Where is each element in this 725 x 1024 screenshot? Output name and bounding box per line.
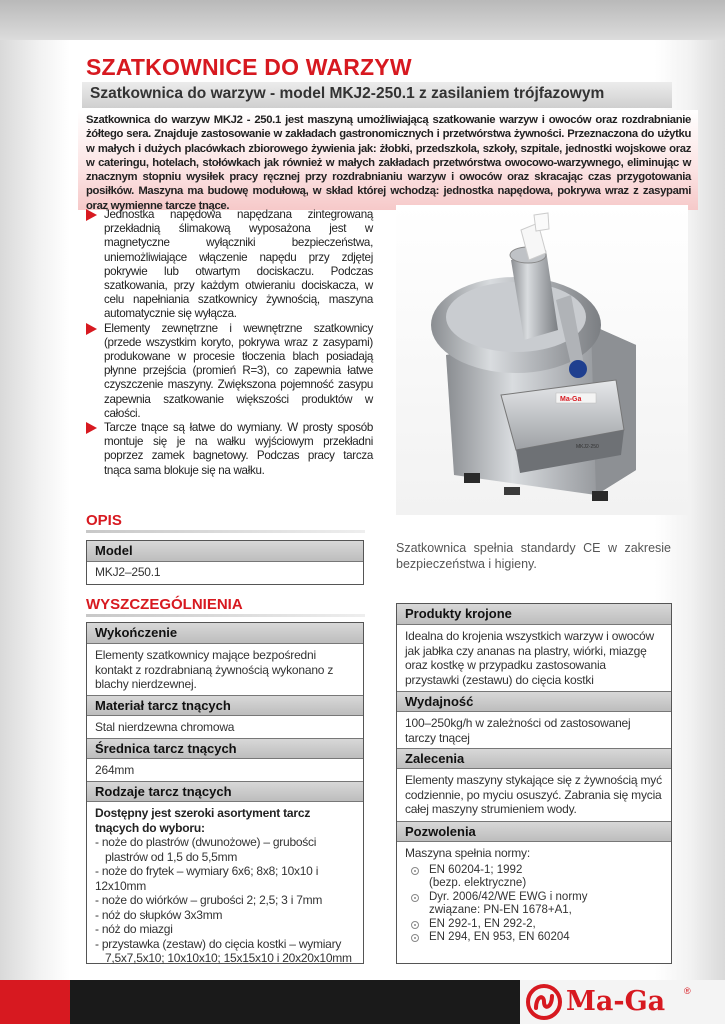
rodzaje-header: Rodzaje tarcz tnących bbox=[87, 781, 363, 802]
specs-box bbox=[86, 622, 364, 964]
opis-divider bbox=[86, 530, 365, 533]
right-specs-box bbox=[396, 603, 672, 964]
rodzaje-line: plastrów od 1,5 do 5,5mm bbox=[105, 849, 238, 864]
model-box-header: Model bbox=[87, 541, 363, 562]
rodzaje-line: - noże do wiórków – grubości 2; 2,5; 3 i 7mm bbox=[95, 893, 323, 907]
arrow-right-icon bbox=[86, 422, 97, 434]
feature-bullets bbox=[86, 208, 373, 478]
model-box bbox=[86, 540, 364, 585]
zalecenia-header: Zalecenia bbox=[397, 748, 671, 769]
model-value: MKJ2–250.1 bbox=[95, 565, 161, 579]
maga-logo-icon bbox=[526, 984, 562, 1020]
rodzaje-line: 7,5x7,5x10; 10x10x10; 15x15x10 i 20x20x10mm bbox=[105, 951, 352, 965]
produkty-body: Idealna do krojenia wszystkich warzyw i owoców jak jabłka czy ananas na plastry, wiórki, miazgę oraz kostkę w przypadku zastosowania przystawki (zestawu) do cięcia kostki bbox=[405, 629, 654, 687]
bullet-text: Tarcze tnące są łatwe do wymiany. W prosty sposób montuje się je na wałku wyjściowym przekładni poprzez zamek bagnetowy. Podczas pracy tarcza tnąca sama blokuje się na wałku. bbox=[104, 421, 373, 477]
rodzaje-line: - noże do plastrów (dwunożowe) – grubości bbox=[95, 835, 317, 849]
page-title: SZATKOWNICE DO WARZYW bbox=[86, 54, 412, 80]
footer-red-band bbox=[0, 980, 70, 1024]
registered-mark: ® bbox=[684, 986, 691, 996]
arrow-right-icon bbox=[86, 209, 97, 221]
bullet-text: Elementy zewnętrzne i wewnętrzne szatkownicy (przede wszystkim koryto, pokrywa wraz z zasypami) produkowane w procesie tłoczenia blach posiadają płynne przejścia (promień R=3), co zapewnia łatwe czyszczenie maszyny. Zwiększona pojemność zasypu zapewnia szatkowanie większości produktów w całości. bbox=[104, 321, 373, 420]
ce-note: Szatkownica spełnia standardy CE w zakresie bezpieczeństwa i higieny. bbox=[396, 541, 671, 571]
wydajnosc-body: 100–250kg/h w zależności od zastosowanej tarczy tnącej bbox=[405, 716, 631, 745]
norm-line: (bezp. elektryczne) bbox=[429, 877, 527, 889]
product-model-label: MKJ2-250 bbox=[576, 444, 599, 450]
bullet-item bbox=[86, 421, 373, 478]
product-photo bbox=[396, 205, 688, 515]
produkty-header: Produkty krojone bbox=[397, 604, 671, 625]
intro-paragraph: Szatkownica do warzyw MKJ2 - 250.1 jest maszyną umożliwiającą szatkowanie warzyw i owoców oraz rozdrabnianie żółtego sera. Znajduje zastosowanie w zakładach gastronomicznych i przetwórstwa żywności. Przeznaczona do użytku w małych i dużych placówkach zbiorowego żywienia jak: żłobki, przedszkola, szkoły, szpitale, jednostki wojskowe oraz w cateringu, hotelach, stołówkach jak również w małych zakładach przetwórstwa owocowo-warzywnego, eliminując w znacznym stopniu wysiłek pracy ręcznej przy rozdrabnianiu warzyw i owoców oraz skracając czas przygotowania posiłków. Maszyna ma budowę modułową, w skład której wchodzą: jednostka napędowa, pokrywa wraz z zasypami oraz wymienne tarcze tnące. bbox=[86, 114, 691, 212]
bullet-circle-icon bbox=[411, 934, 419, 942]
material-body: Stal nierdzewna chromowa bbox=[95, 720, 235, 734]
opis-heading: OPIS bbox=[86, 512, 122, 529]
pozwolenia-header: Pozwolenia bbox=[397, 821, 671, 842]
pozwolenia-intro: Maszyna spełnia normy: bbox=[405, 846, 530, 860]
bullet-circle-icon bbox=[411, 867, 419, 875]
norm-item bbox=[397, 891, 671, 918]
wykonczenie-header: Wykończenie bbox=[87, 623, 363, 644]
wykonczenie-body: Elementy szatkownicy mające bezpośredni kontakt z rozdrabnianą żywnością wykonano z blachy nierdzewnej. bbox=[95, 648, 334, 691]
norm-item bbox=[397, 864, 671, 891]
norm-item bbox=[397, 931, 671, 945]
specs-divider bbox=[86, 614, 365, 617]
footer-dark-band bbox=[0, 980, 520, 1024]
wydajnosc-header: Wydajność bbox=[397, 691, 671, 712]
rodzaje-intro: Dostępny jest szeroki asortyment tarcz tnących do wyboru: bbox=[95, 806, 311, 835]
top-band bbox=[0, 0, 725, 40]
bullet-item bbox=[86, 208, 373, 322]
footer-logo-text: Ma-Ga bbox=[566, 986, 666, 1017]
bullet-text: Jednostka napędowa napędzana zintegrowaną przekładnią ślimakową wyposażona jest w magnetyczne wyłączniki bezpieczeństwa, uniemożliwiające włączenie napędu przy zdjętej pokrywie lub otwartym dociskaczu. Podczas szatkowania, przy każdym otwieraniu dociskacza, w celu napełniania szatkownicy żywnością, maszyna automatycznie się wyłącza. bbox=[104, 208, 373, 321]
page-subtitle: Szatkownica do warzyw - model MKJ2-250.1 z zasilaniem trójfazowym bbox=[90, 85, 605, 102]
norm-item bbox=[397, 918, 671, 932]
material-header: Materiał tarcz tnących bbox=[87, 695, 363, 716]
specs-heading: WYSZCZEGÓLNIENIA bbox=[86, 596, 243, 613]
norm-line: EN 60204-1; 1992 bbox=[429, 863, 523, 876]
norm-line: Dyr. 2006/42/WE EWG i normy bbox=[429, 890, 588, 903]
norm-line: związane: PN-EN 1678+A1, bbox=[429, 904, 572, 916]
norm-line: EN 292-1, EN 292-2, bbox=[429, 917, 536, 930]
bullet-circle-icon bbox=[411, 921, 419, 929]
rodzaje-line: - nóż do słupków 3x3mm bbox=[95, 907, 223, 922]
srednica-header: Średnica tarcz tnących bbox=[87, 738, 363, 759]
bullet-item bbox=[86, 322, 373, 421]
rodzaje-line: - przystawka (zestaw) do cięcia kostki – wymiary bbox=[95, 936, 342, 951]
norm-line: EN 294, EN 953, EN 60204 bbox=[429, 931, 570, 943]
product-brand-label: Ma-Ga bbox=[560, 396, 582, 403]
arrow-right-icon bbox=[86, 323, 97, 335]
zalecenia-body: Elementy maszyny stykające się z żywnością myć codziennie, po myciu osuszyć. Zabrania się mycia całej maszyny strumieniem wody. bbox=[405, 773, 662, 816]
rodzaje-line: - noże do frytek – wymiary 6x6; 8x8; 10x10 i 12x10mm bbox=[95, 864, 319, 893]
rodzaje-line: - nóż do miazgi bbox=[95, 922, 173, 936]
bullet-circle-icon bbox=[411, 894, 419, 902]
srednica-body: 264mm bbox=[95, 763, 135, 777]
